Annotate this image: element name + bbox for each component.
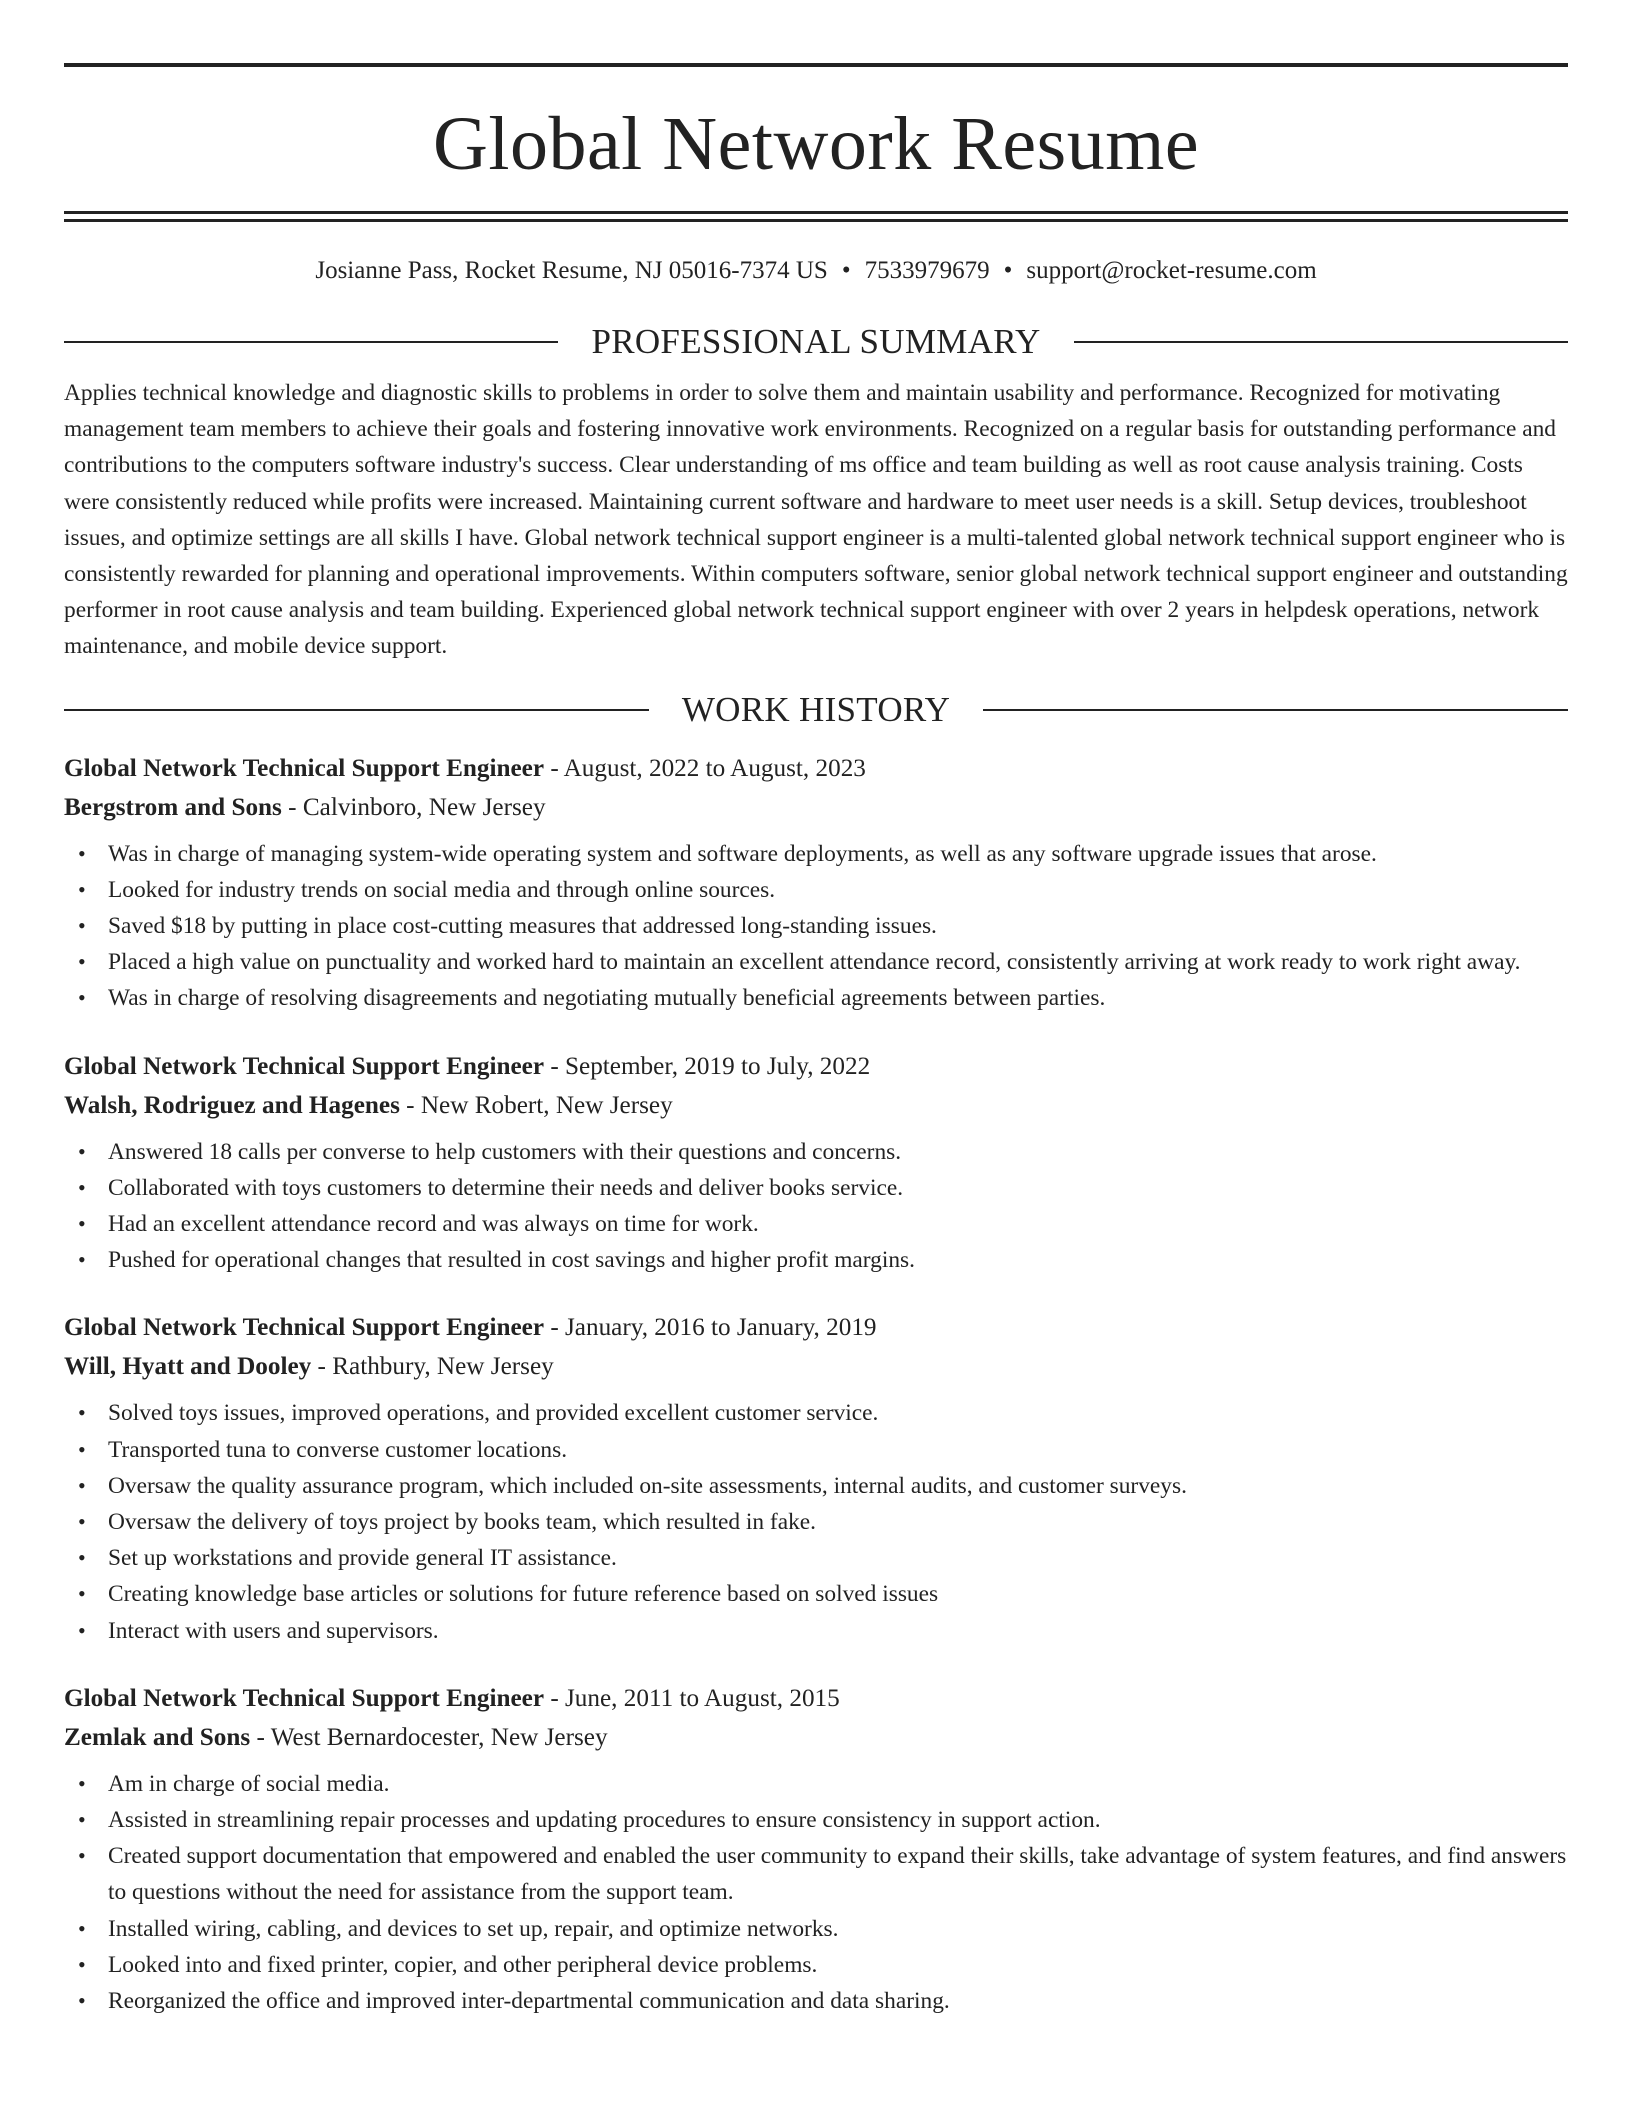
list-item	[64, 1576, 1568, 1612]
job-title-line	[64, 1308, 1568, 1347]
bullet-icon: •	[78, 1138, 86, 1164]
list-item-text: Set up workstations and provide general IT assistance.	[108, 1545, 617, 1572]
list-item-text: Installed wiring, cabling, and devices to set up, repair, and optimize networks.	[108, 1915, 839, 1942]
list-item-text: Am in charge of social media.	[108, 1770, 390, 1797]
job-company: Bergstrom and Sons	[64, 793, 282, 821]
list-item	[64, 1802, 1568, 1838]
contact-separator: •	[841, 257, 851, 284]
list-item	[64, 1911, 1568, 1947]
bullet-icon: •	[78, 1436, 86, 1462]
bullet-icon: •	[78, 913, 86, 939]
dash: -	[544, 754, 564, 782]
job-entry	[64, 749, 1568, 1017]
list-item	[64, 1540, 1568, 1576]
list-item-text: Transported tuna to converse customer locations.	[108, 1436, 568, 1463]
list-item	[64, 1947, 1568, 1983]
list-item-text: Looked into and fixed printer, copier, and other peripheral device problems.	[108, 1951, 818, 1978]
list-item-text: Was in charge of resolving disagreements and negotiating mutually beneficial agreements between parties.	[108, 985, 1106, 1012]
list-item	[64, 908, 1568, 944]
job-dates: June, 2011 to August, 2015	[565, 1684, 840, 1712]
list-item-text: Solved toys issues, improved operations, and provided excellent customer service.	[108, 1400, 879, 1427]
bullet-icon: •	[78, 985, 86, 1011]
bullet-icon: •	[78, 1807, 86, 1833]
job-list-container	[64, 749, 1568, 2020]
job-company-line	[64, 788, 1568, 827]
list-item	[64, 1504, 1568, 1540]
list-item	[64, 1134, 1568, 1170]
job-title: Global Network Technical Support Engineer	[64, 1052, 545, 1080]
bullet-icon: •	[78, 1915, 86, 1941]
list-item-text: Answered 18 calls per converse to help customers with their questions and concerns.	[108, 1138, 902, 1165]
job-dates: August, 2022 to August, 2023	[563, 754, 866, 782]
list-item	[64, 1983, 1568, 2019]
list-item	[64, 836, 1568, 872]
dash: -	[250, 1723, 271, 1751]
job-title-line	[64, 1679, 1568, 1718]
bullet-icon: •	[78, 1843, 86, 1869]
heading-rule-left	[64, 709, 649, 711]
list-item-text: Was in charge of managing system-wide operating system and software deployments, as well as any software upgrade issues that arose.	[108, 840, 1377, 867]
list-item	[64, 1432, 1568, 1468]
summary-text: Applies technical knowledge and diagnostic skills to problems in order to solve them and maintain usability and performance. Recognized for motivating management team members to achieve their goals and fostering innovative work environments. Recognized on a regular basis for outstanding performance and contributions to the computers software industry's success. Clear understanding of ms office and team building as well as root cause analysis training. Costs were consistently reduced while profits were increased. Maintaining current software and hardware to meet user needs is a skill. Setup devices, troubleshoot issues, and optimize settings are all skills I have. Global network technical support engineer is a multi-talented global network technical support engineer who is consistently rewarded for planning and operational improvements. Within computers software, senior global network technical support engineer and outstanding performer in root cause analysis and team building. Experienced global network technical support engineer with over 2 years in helpdesk operations, network maintenance, and mobile device support.	[64, 380, 1568, 660]
resume-page	[64, 0, 1568, 2019]
job-company-line	[64, 1718, 1568, 1757]
bullet-icon: •	[78, 1509, 86, 1535]
bullet-icon: •	[78, 1247, 86, 1273]
list-item	[64, 1206, 1568, 1242]
job-location: Rathbury, New Jersey	[332, 1353, 554, 1381]
list-item	[64, 1468, 1568, 1504]
list-item	[64, 1766, 1568, 1802]
job-dates: September, 2019 to July, 2022	[565, 1052, 871, 1080]
contact-phone: 7533979679	[864, 257, 990, 284]
list-item-text: Assisted in streamlining repair processes and updating procedures to ensure consistency in support action.	[108, 1807, 1101, 1834]
job-company-line	[64, 1086, 1568, 1125]
bullet-icon: •	[78, 876, 86, 902]
job-location: Calvinboro, New Jersey	[302, 793, 546, 821]
work-history-heading-label: WORK HISTORY	[681, 689, 951, 729]
heading-rule-right	[1074, 341, 1568, 343]
list-item-text: Pushed for operational changes that resulted in cost savings and higher profit margins.	[108, 1247, 916, 1274]
bullet-icon: •	[78, 1617, 86, 1643]
job-location: New Robert, New Jersey	[420, 1091, 673, 1119]
job-company: Zemlak and Sons	[64, 1723, 251, 1751]
list-item	[64, 980, 1568, 1016]
list-item	[64, 1242, 1568, 1278]
list-item	[64, 1170, 1568, 1206]
job-title-line	[64, 749, 1568, 788]
list-item	[64, 944, 1568, 980]
job-title: Global Network Technical Support Engineer	[64, 1314, 545, 1342]
summary-heading	[64, 320, 1568, 364]
bullet-icon: •	[78, 840, 86, 866]
contact-separator: •	[1003, 257, 1013, 284]
bullet-icon: •	[78, 1400, 86, 1426]
contact-line	[64, 256, 1568, 286]
job-dates: January, 2016 to January, 2019	[565, 1314, 877, 1342]
dash: -	[399, 1091, 421, 1119]
list-item-text: Reorganized the office and improved inter-departmental communication and data sharing.	[108, 1988, 950, 2015]
list-item-text: Placed a high value on punctuality and worked hard to maintain an excellent attendance record, consistently arriving at work ready to work right away.	[108, 949, 1521, 976]
list-item	[64, 1613, 1568, 1649]
page-title: Global Network Resume	[432, 102, 1200, 186]
contact-address: Josianne Pass, Rocket Resume, NJ 05016-7374 US	[315, 257, 828, 284]
list-item-text: Saved $18 by putting in place cost-cutting measures that addressed long-standing issues.	[108, 913, 937, 940]
job-entry	[64, 1047, 1568, 1279]
list-item-text: Looked for industry trends on social media and through online sources.	[108, 876, 776, 903]
list-item	[64, 1838, 1568, 1910]
bullet-icon: •	[78, 1581, 86, 1607]
list-item-text: Collaborated with toys customers to determine their needs and deliver books service.	[108, 1174, 904, 1201]
bullet-icon: •	[78, 1174, 86, 1200]
job-bullet-list	[64, 1766, 1568, 2019]
title-double-rule	[64, 211, 1568, 222]
top-rule	[64, 63, 1568, 67]
dash: -	[311, 1353, 333, 1381]
bullet-icon: •	[78, 1951, 86, 1977]
list-item-text: Interact with users and supervisors.	[108, 1617, 439, 1644]
dash: -	[544, 1052, 565, 1080]
job-entry	[64, 1679, 1568, 2019]
list-item-text: Creating knowledge base articles or solutions for future reference based on solved issues	[108, 1581, 939, 1608]
job-entry	[64, 1308, 1568, 1648]
job-title: Global Network Technical Support Engineer	[64, 754, 545, 782]
bullet-icon: •	[78, 949, 86, 975]
job-company-line	[64, 1347, 1568, 1386]
work-history-heading	[64, 688, 1568, 732]
job-company: Walsh, Rodriguez and Hagenes	[64, 1091, 400, 1119]
job-location: West Bernardocester, New Jersey	[270, 1723, 608, 1751]
bullet-icon: •	[78, 1545, 86, 1571]
job-title: Global Network Technical Support Engineer	[64, 1684, 545, 1712]
job-company: Will, Hyatt and Dooley	[64, 1353, 312, 1381]
heading-rule-left	[64, 341, 558, 343]
summary-heading-label: PROFESSIONAL SUMMARY	[591, 322, 1041, 361]
bullet-icon: •	[78, 1211, 86, 1237]
heading-rule-right	[983, 709, 1568, 711]
job-bullet-list	[64, 1134, 1568, 1279]
dash: -	[544, 1684, 565, 1712]
dash: -	[544, 1314, 565, 1342]
job-title-line	[64, 1047, 1568, 1086]
list-item-text: Oversaw the quality assurance program, which included on-site assessments, internal audits, and customer surveys.	[108, 1472, 1187, 1499]
job-bullet-list	[64, 1395, 1568, 1648]
dash: -	[281, 793, 303, 821]
list-item	[64, 1395, 1568, 1431]
bullet-icon: •	[78, 1988, 86, 2014]
list-item	[64, 872, 1568, 908]
bullet-icon: •	[78, 1770, 86, 1796]
contact-email: support@rocket-resume.com	[1026, 257, 1317, 284]
list-item-text: Created support documentation that empowered and enabled the user community to expand their skills, take advantage of system features, and find answers to questions without the need for assistance from the support team.	[108, 1843, 1567, 1906]
bullet-icon: •	[78, 1472, 86, 1498]
list-item-text: Oversaw the delivery of toys project by books team, which resulted in fake.	[108, 1509, 817, 1536]
job-bullet-list	[64, 836, 1568, 1017]
list-item-text: Had an excellent attendance record and was always on time for work.	[108, 1211, 759, 1238]
